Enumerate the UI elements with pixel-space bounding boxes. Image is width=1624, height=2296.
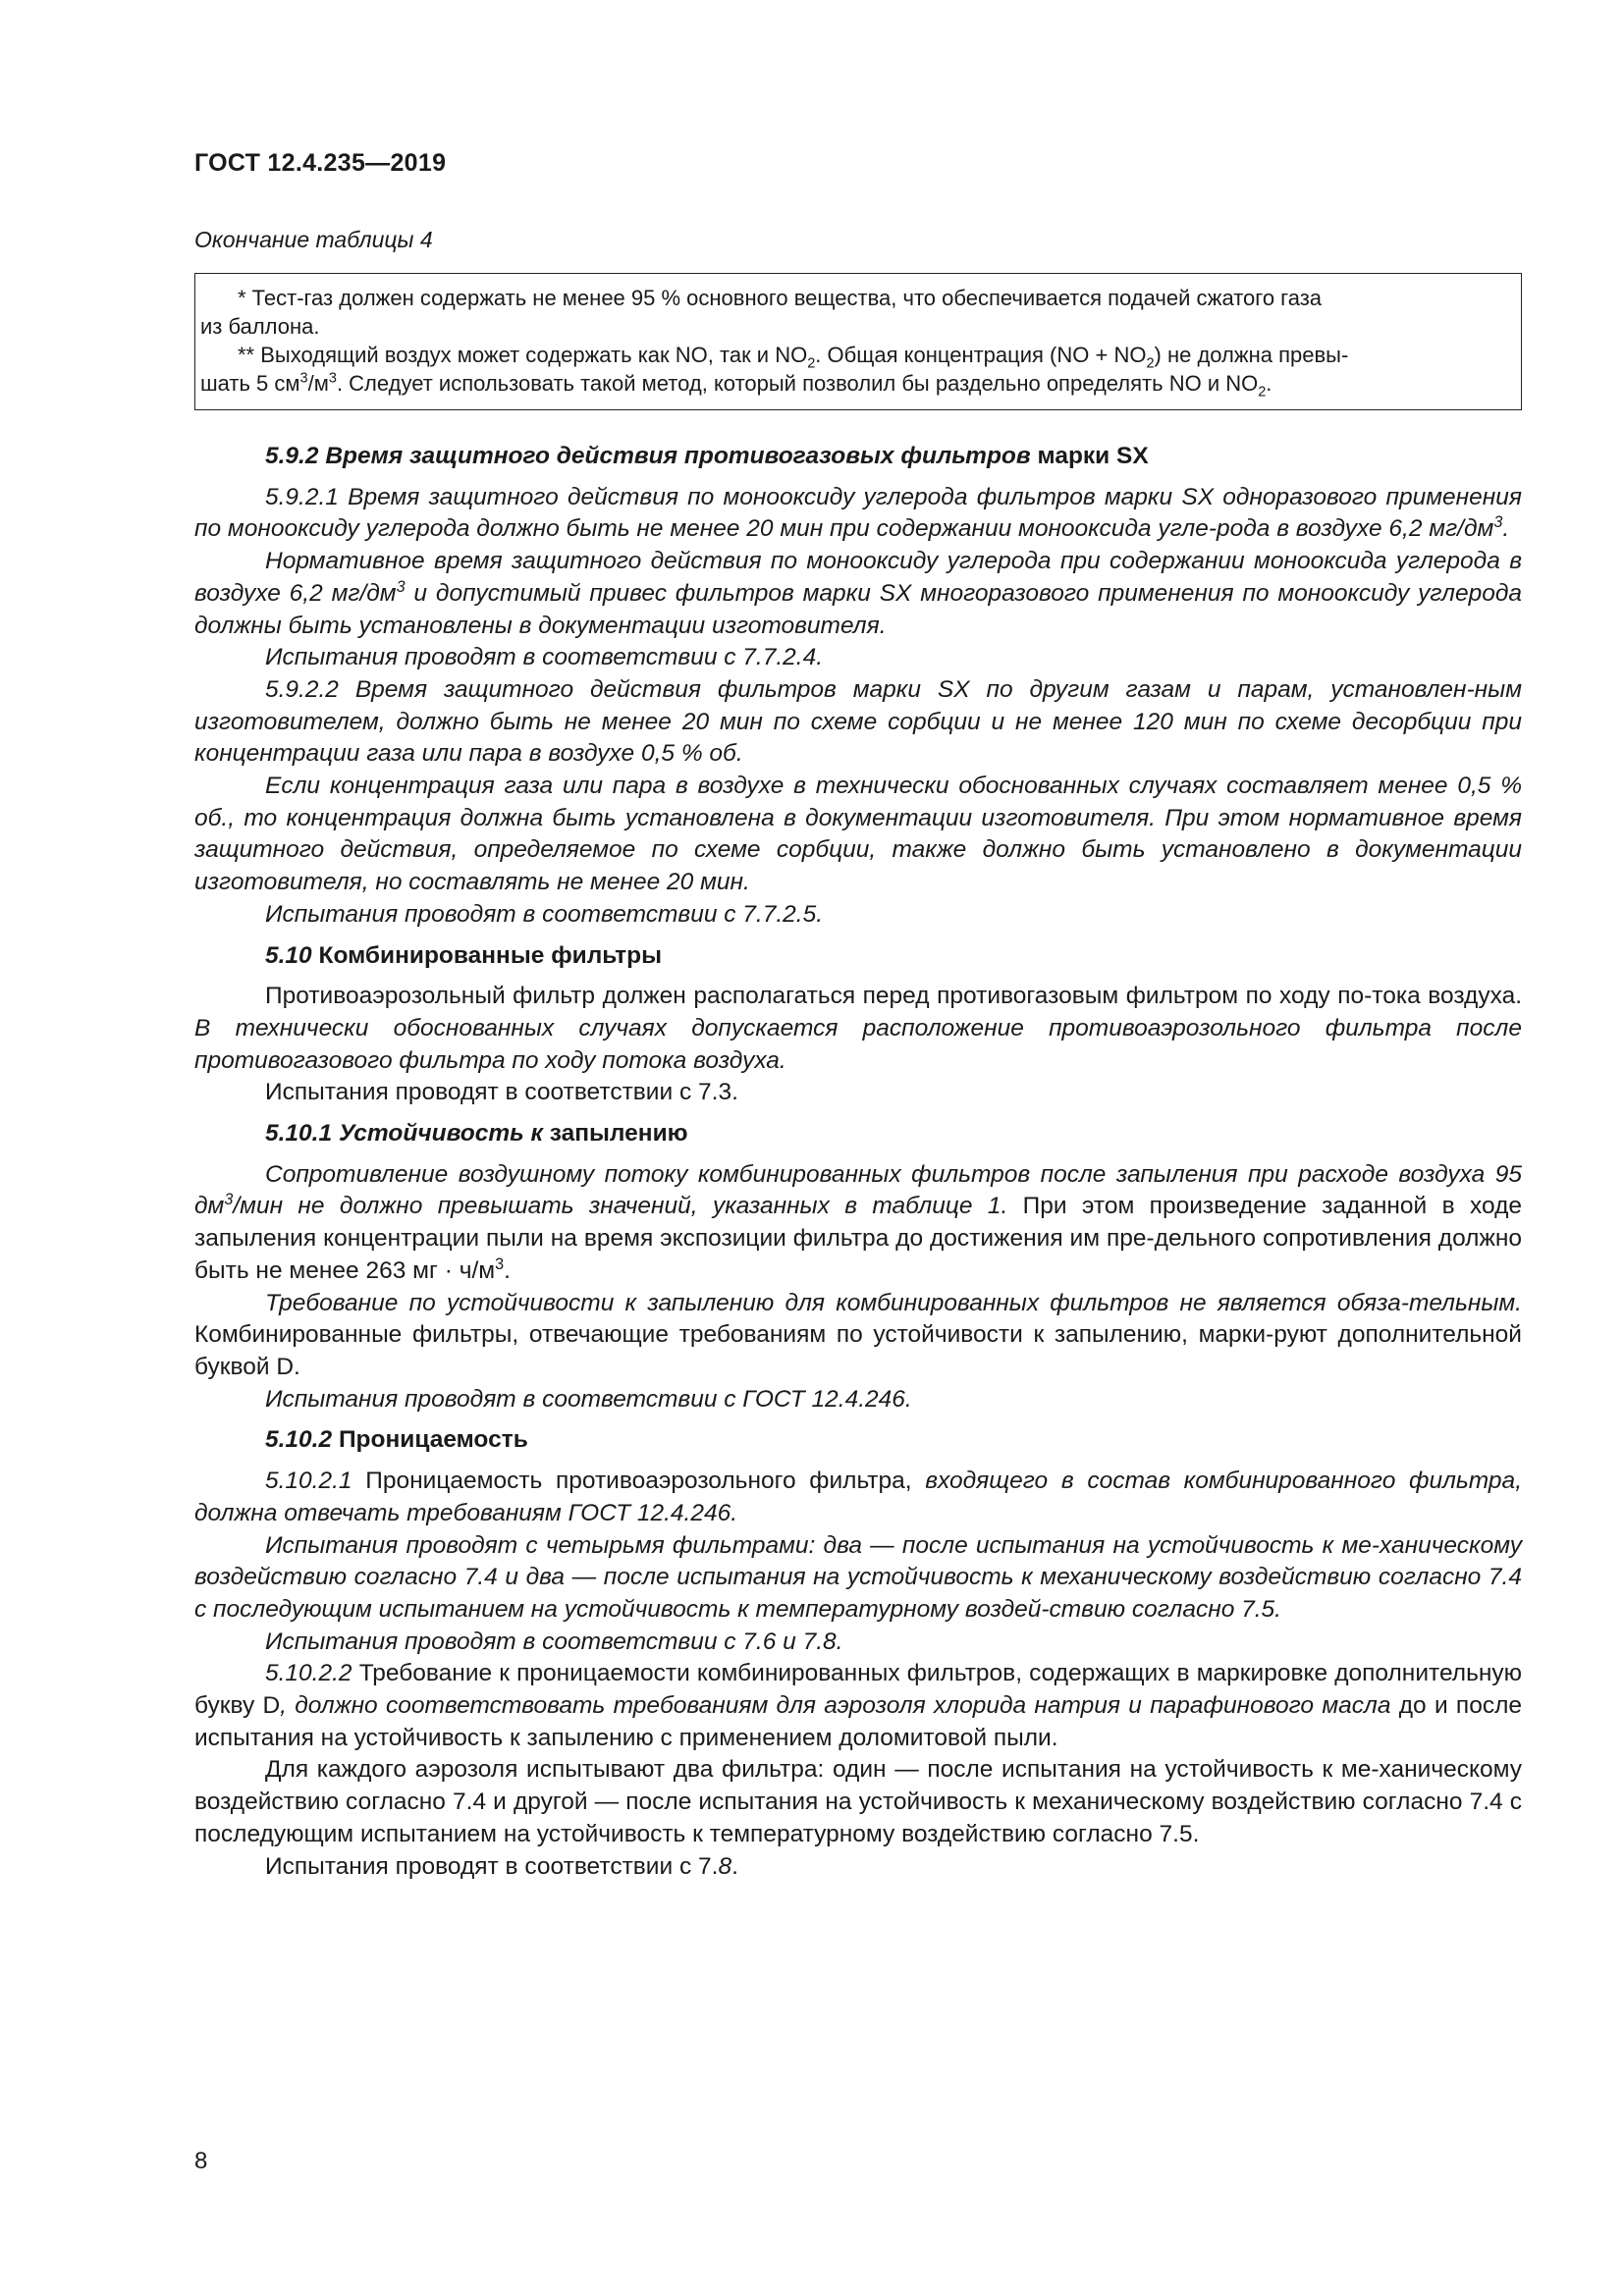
paragraph: Для каждого аэрозоля испытывают два фильтра: один — после испытания на устойчивость к ме-ханическому воздействию согласно 7.4 и другой — после испытания на устойчивость к механическому воздействию согласно 7.4 с последующим испытанием на устойчивость к температурному воздействию согласно 7.5. [194, 1756, 1522, 1847]
paragraph-5-9-2-1: 5.9.2.1 Время защитного действия по монооксиду углерода фильтров марки SX одноразового применения по монооксиду углерода должно быть не менее 20 мин при содержании монооксида угле-рода в воздухе 6,2 $мг/дм^3$. [194, 483, 1522, 543]
paragraph: Сопротивление воздушному потоку комбинированных фильтров после запыления при расходе воздуха 95 $дм^3$/мин не должно превышать значений, указанных в таблице 1. При этом произведение заданной в ходе запыления концентрации пыли на время экспозиции фильтра до достижения им пре-дельного сопротивления должно быть не менее 263 мг · $ч/м^3$. [194, 1160, 1522, 1284]
test-reference: Испытания проводят в соответствии с 7.8. [265, 1852, 738, 1880]
table-footnotes-box [194, 273, 1522, 410]
paragraph-5-9-2-2: 5.9.2.2 Время защитного действия фильтров марки SX по другим газам и парам, установлен-ным изготовителем, должно быть не менее 20 мин по схеме сорбции и не менее 120 мин по схеме десорбции при концентрации газа или пара в воздухе 0,5 % об. [194, 675, 1522, 768]
footnote-2: ** Выходящий воздух может содержать как NO, так и $NO_2$. Общая концентрация $(NO + NO_2)$ не должна превы- [238, 343, 1349, 372]
document-body [194, 441, 1522, 1883]
table-continuation-caption: Окончание таблицы 4 [194, 227, 433, 252]
footnote-2-continuation: шать 5 $см^3/м^3$. Следует использовать такой метод, который позволил бы раздельно определять NO и $NO_2$. [200, 370, 1272, 400]
section-5-10-heading: 5.10 Комбинированные фильтры [265, 941, 663, 969]
section-5-10-1-heading: 5.10.1 Устойчивость к запылению [265, 1120, 688, 1148]
footnote-1-continuation: из баллона. [200, 314, 320, 339]
paragraph: Противоаэрозольный фильтр должен располагаться перед противогазовым фильтром по ходу по-тока воздуха. В технически обоснованных случаях допускается расположение противоаэрозольного фильтра после противогазового фильтра по ходу потока воздуха. [194, 983, 1522, 1074]
document-page [194, 0, 1526, 2296]
section-5-9-2-heading: 5.9.2 Время защитного действия противогазовых фильтров марки SX [265, 443, 1149, 469]
paragraph-5-10-2-1: 5.10.2.1 Проницаемость противоаэрозольного фильтра, входящего в состав комбинированного фильтра, должна отвечать требованиям ГОСТ 12.4.246. [194, 1468, 1522, 1526]
paragraph: Нормативное время защитного действия по монооксиду углерода при содержании монооксида углерода в воздухе 6,2 $мг/дм^3$ и допустимый привес фильтров марки SX многоразового применения по монооксиду углерода должны быть установлены в документации изготовителя. [194, 548, 1522, 639]
paragraph-5-10-2-2: 5.10.2.2 Требование к проницаемости комбинированных фильтров, содержащих в маркировке дополнительную букву D, должно соответствовать требованиям для аэрозоля хлорида натрия и парафинового масла до и после испытания на устойчивость к запылению с применением доломитовой пыли. [194, 1660, 1522, 1751]
paragraph: Требование по устойчивости к запылению для комбинированных фильтров не является обяза-тельным. Комбинированные фильтры, отвечающие требованиям по устойчивости к запылению, марки-руют дополнительной буквой D. [194, 1289, 1522, 1380]
page-number: 8 [194, 2148, 208, 2174]
footnote-1: * Тест-газ должен содержать не менее 95 % основного вещества, что обеспечивается подачей сжатого газа [238, 286, 1323, 310]
paragraph: Испытания проводят с четырьмя фильтрами: два — после испытания на устойчивость к ме-ханическому воздействию согласно 7.4 и два — после испытания на устойчивость к механическому воздействию согласно 7.4 с последующим испытанием на устойчивость к температурному воздей-ствию согласно 7.5. [194, 1531, 1522, 1623]
test-reference: Испытания проводят в соответствии с 7.6 и 7.8. [265, 1628, 843, 1655]
paragraph: Если концентрация газа или пара в воздухе в технически обоснованных случаях составляет менее 0,5 % об., то концентрация должна быть установлена в документации изготовителя. При этом нормативное время защитного действия, определяемое по схеме сорбции, также должно быть установлено в документации изготовителя, но составлять не менее 20 мин. [194, 773, 1522, 896]
test-reference: Испытания проводят в соответствии с 7.7.2.4. [265, 644, 824, 671]
document-code-header: ГОСТ 12.4.235—2019 [194, 149, 447, 177]
test-reference: Испытания проводят в соответствии с 7.3. [265, 1079, 738, 1106]
test-reference: Испытания проводят в соответствии с ГОСТ 12.4.246. [265, 1385, 912, 1413]
section-5-10-2-heading: 5.10.2 Проницаемость [265, 1426, 528, 1454]
test-reference: Испытания проводят в соответствии с 7.7.2.5. [265, 900, 824, 928]
